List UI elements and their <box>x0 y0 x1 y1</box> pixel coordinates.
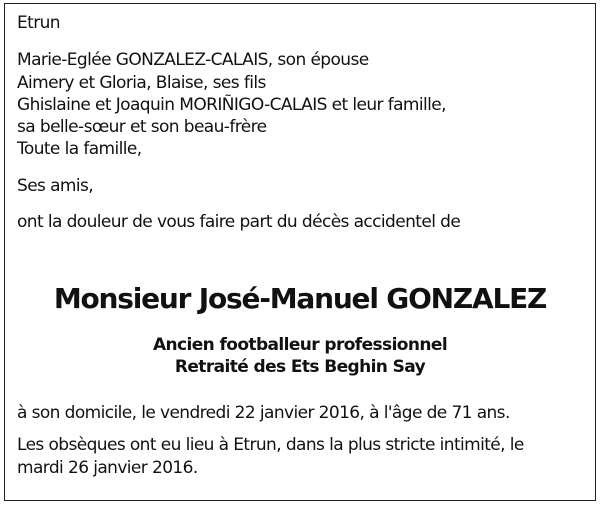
family-line: Ghislaine et Joaquin MORIÑIGO-CALAIS et leur famille, <box>17 94 446 115</box>
family-line: Marie-Eglée GONZALEZ-CALAIS, son épouse <box>17 50 369 71</box>
friends-line: Ses amis, <box>17 175 94 196</box>
title-line: Ancien footballeur professionnel <box>152 335 448 355</box>
funeral-line: Les obsèques ont eu lieu à Etrun, dans la plus stricte intimité, le <box>17 435 524 456</box>
location-line: Etrun <box>17 13 60 33</box>
deceased-titles <box>5 334 595 379</box>
family-list <box>17 49 585 160</box>
funeral-details <box>17 434 585 479</box>
family-line: sa belle-sœur et son beau-frère <box>17 117 267 138</box>
family-line: Toute la famille, <box>17 139 142 160</box>
deceased-name: Monsieur José-Manuel GONZALEZ <box>53 282 547 315</box>
family-line: Aimery et Gloria, Blaise, ses fils <box>17 72 266 93</box>
title-line: Retraité des Ets Beghin Say <box>174 357 426 378</box>
death-details: à son domicile, le vendredi 22 janvier 2016, à l'âge de 71 ans. <box>17 403 510 423</box>
notice-body <box>17 12 585 233</box>
funeral-line: mardi 26 janvier 2016. <box>17 457 198 478</box>
notice-footer <box>17 402 585 479</box>
obituary-notice <box>4 3 596 501</box>
announcement-line: ont la douleur de vous faire part du décès accidentel de <box>17 212 461 233</box>
